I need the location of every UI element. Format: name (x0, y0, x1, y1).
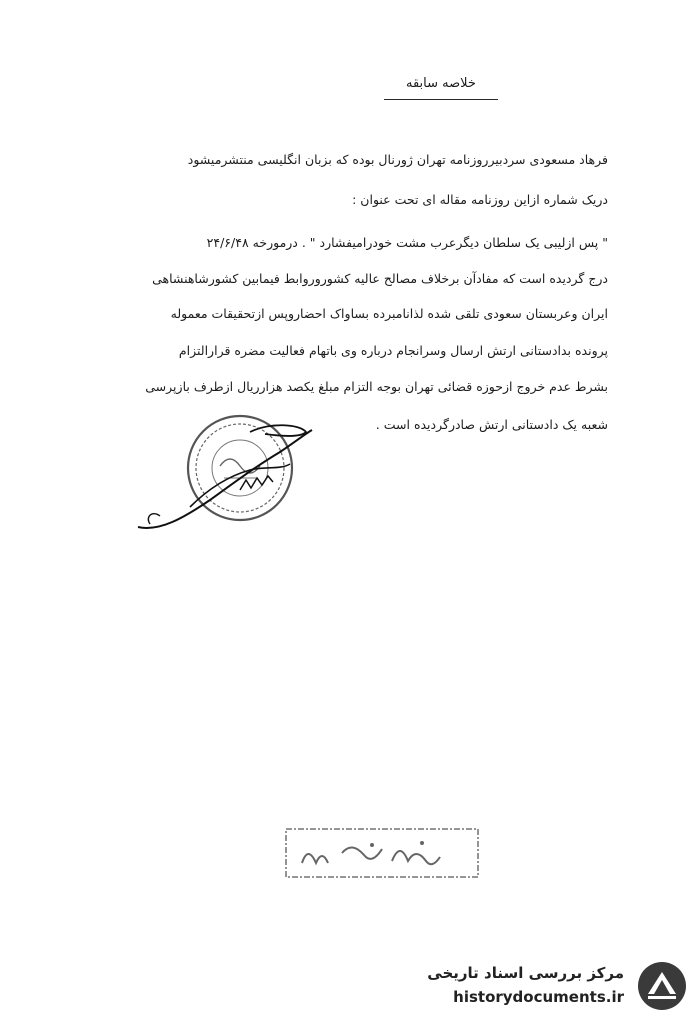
body-line: بشرط عدم خروج ازحوزه قضائی تهران بوجه التزام مبلغ یکصد هزارریال ازطرف بازپرسی (145, 379, 608, 394)
document-title-underline (384, 99, 498, 100)
body-line: دریک شماره ازاین روزنامه مقاله ای تحت عنوان : (352, 192, 608, 207)
body-line: " پس ازلیبی یک سلطان دیگرعرب مشت خودرامیفشارد " . درمورخه ۲۴/۶/۴۸ (206, 235, 608, 250)
body-line: شعبه یک دادستانی ارتش صادرگردیده است . (375, 417, 608, 432)
body-line: درج گردیده است که مفادآن برخلاف مصالح عالیه کشوروروابط فیمابین کشورشاهنشاهی (152, 271, 608, 286)
archive-center-name: مرکز بررسی اسناد تاریخی (427, 964, 624, 982)
archive-logo-icon (636, 960, 688, 1012)
document-title: خلاصه سابقه (406, 76, 476, 91)
body-line: فرهاد مسعودی سردبیرروزنامه تهران ژورنال بوده که بزبان انگلیسی منتشرمیشود (187, 152, 608, 167)
handwritten-signature (130, 412, 320, 537)
rectangular-stamp (282, 823, 482, 883)
body-line: ایران وعربستان سعودی تلقی شده لذانامبرده بساواک احضاروپس ازتحقیقات معموله (170, 306, 608, 321)
archive-website-url: historydocuments.ir (453, 988, 624, 1006)
body-line: پرونده بدادستانی ارتش ارسال وسرانجام درباره وی باتهام فعالیت مضره قرارالتزام (178, 343, 608, 358)
